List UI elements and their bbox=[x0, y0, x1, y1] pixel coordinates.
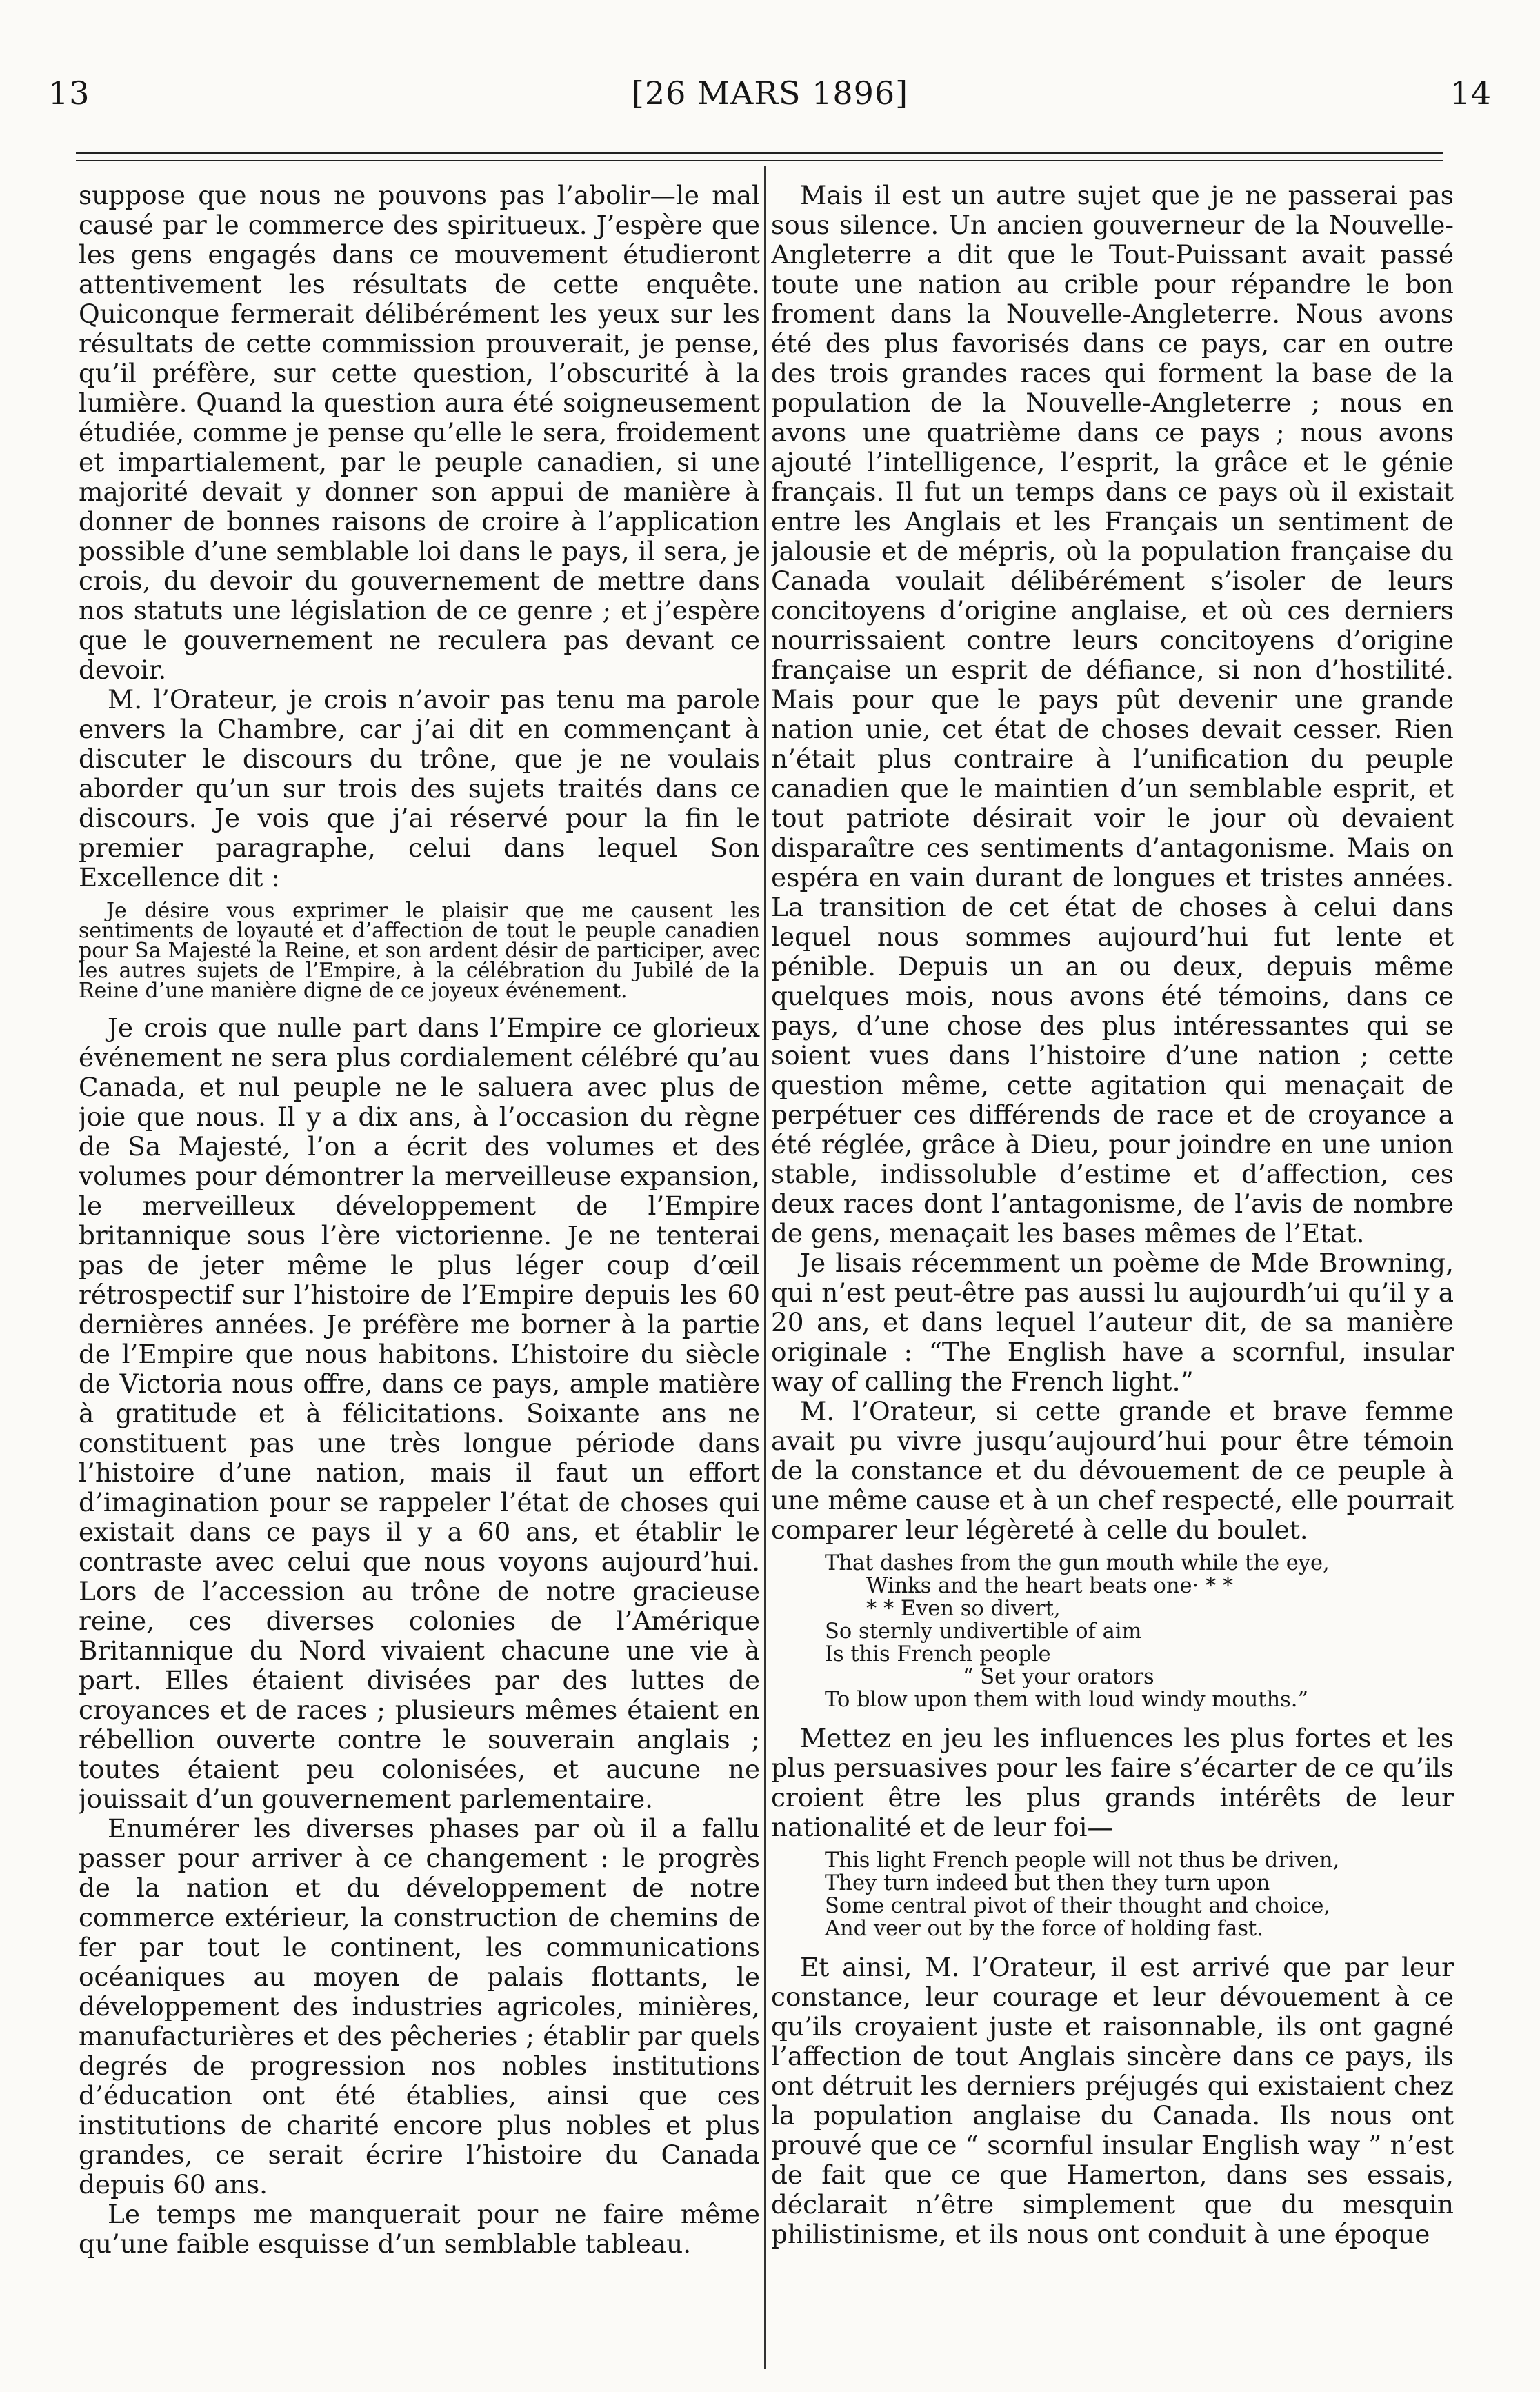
left-column bbox=[79, 181, 760, 2367]
right-column bbox=[771, 181, 1454, 2367]
page-number-left: 13 bbox=[48, 74, 90, 112]
verse-line: They turn indeed but then they turn upon bbox=[825, 1871, 1270, 1895]
paragraph: Mettez en jeu les influences les plus fortes et les plus persuasives pour les faire s’écarter de ce qu’ils croient être les plus grands intérêts de leur nationalité et de leur foi— bbox=[771, 1723, 1454, 1842]
verse-line: * * Even so divert, bbox=[866, 1597, 1061, 1621]
verse-line: This light French people will not thus be driven, bbox=[825, 1848, 1340, 1873]
verse-line: To blow upon them with loud windy mouths.” bbox=[825, 1688, 1309, 1712]
block-quote bbox=[79, 901, 760, 1001]
paragraph: Et ainsi, M. l’Orateur, il est arrivé que par leur constance, leur courage et leur dévouement à ce qu’ils croyaient juste et raisonnable, ils ont gagné l’affection de tout Anglais sincère dans ce pays, ils ont détruit les derniers préjugés qui existaient chez la population anglaise du Canada. Ils nous ont prouvé que ce “ scornful insular English way ” n’est de fait que ce que Hamerton, dans ses essais, déclarait n’être simplement que du mesquin philistinisme, et ils nous ont conduit à une époque bbox=[771, 1952, 1454, 2249]
paragraph: suppose que nous ne pouvons pas l’abolir—le mal causé par le commerce des spiritueux. J’espère que les gens engagés dans ce mouvement étudieront attentivement les résultats de cette enquête. Quiconque fermerait délibérément les yeux sur les résultats de cette commission prouverait, je pense, qu’il préfère, sur cette question, l’obscurité à la lumière. Quand la question aura été soigneusement étudiée, comme je pense qu’elle le sera, froidement et impartialement, par le peuple canadien, si une majorité devait y donner son appui de manière à donner de bonnes raisons de croire à l’application possible d’une semblable loi dans le pays, il sera, je crois, du devoir du gouvernement de mettre dans nos statuts une législation de ce genre ; et j’espère que le gouvernement ne reculera pas devant ce devoir. bbox=[79, 181, 760, 685]
quote-text: Je désire vous exprimer le plaisir que me causent les sentiments de loyauté et d’affection de tout le peuple canadien pour Sa Majesté la Reine, et son ardent désir de participer, avec les autres sujets de l’Empire, à la célébration du Jubilé de la Reine d’une manière digne de ce joyeux événement. bbox=[79, 899, 760, 1003]
paragraph: Je lisais récemment un poème de Mde Browning, qui n’est peut-être pas aussi lu aujourdh’ui qu’il y a 20 ans, et dans lequel l’auteur dit, de sa manière originale : “The English have a scornful, insular way of calling the French light.” bbox=[771, 1248, 1454, 1397]
verse-line: And veer out by the force of holding fast. bbox=[825, 1917, 1263, 1941]
poem-excerpt bbox=[825, 1849, 1454, 1940]
paragraph: M. l’Orateur, je crois n’avoir pas tenu ma parole envers la Chambre, car j’ai dit en commençant à discuter le discours du trône, que je ne voulais aborder qu’un sur trois des sujets traités dans ce discours. Je vois que j’ai réservé pour la fin le premier paragraphe, celui dans lequel Son Excellence dit : bbox=[79, 684, 760, 893]
paragraph: M. l’Orateur, si cette grande et brave femme avait pu vivre jusqu’aujourd’hui pour être témoin de la constance et du dévouement de ce peuple à une même cause et à un chef respecté, elle pourrait comparer leur légèreté à celle du boulet. bbox=[771, 1396, 1454, 1545]
verse-line: So sternly undivertible of aim bbox=[825, 1619, 1142, 1644]
verse-line: “ Set your orators bbox=[963, 1665, 1154, 1689]
header-rule-top bbox=[76, 152, 1443, 154]
header-rule-bottom bbox=[76, 160, 1443, 161]
verse-line: Winks and the heart beats one· * * bbox=[866, 1574, 1234, 1598]
paragraph: Enumérer les diverses phases par où il a fallu passer pour arriver à ce changement : le progrès de la nation et du développement de notre commerce extérieur, la construction de chemins de fer par tout le continent, les communications océaniques au moyen de palais flottants, le développement des industries agricoles, minières, manufacturières et des pêcheries ; établir par quels degrés de progression nos nobles institutions d’éducation ont été établies, ainsi que ces institutions de charité encore plus nobles et plus grandes, ce serait écrire l’histoire du Canada depuis 60 ans. bbox=[79, 1813, 760, 2200]
page-header bbox=[48, 74, 1492, 123]
verse-line: Some central pivot of their thought and choice, bbox=[825, 1894, 1331, 1918]
paragraph: Le temps me manquerait pour ne faire même qu’une faible esquisse d’un semblable tableau. bbox=[79, 2199, 760, 2259]
header-date: [26 MARS 1896] bbox=[631, 74, 909, 112]
page-number-right: 14 bbox=[1450, 74, 1492, 112]
paragraph: Mais il est un autre sujet que je ne passerai pas sous silence. Un ancien gouverneur de la Nouvelle-Angleterre a dit que le Tout-Puissant avait passé toute une nation au crible pour répandre le bon froment dans la Nouvelle-Angleterre. Nous avons été des plus favorisés dans ce pays, car en outre des trois grandes races qui forment la base de la population de la Nouvelle-Angleterre ; nous en avons une quatrième dans ce pays ; nous avons ajouté l’intelligence, l’esprit, la grâce et le génie français. Il fut un temps dans ce pays où il existait entre les Anglais et les Français un sentiment de jalousie et de mépris, où la population française du Canada voulait délibérément s’isoler de leurs concitoyens d’origine anglaise, et où ces derniers nourrissaient contre leurs concitoyens d’origine française un esprit de défiance, si non d’hostilité. Mais pour que le pays pût devenir une grande nation unie, cet état de choses devait cesser. Rien n’était plus contraire à l’unification du peuple canadien que le maintien d’un semblable esprit, et tout patriote désirait voir le jour où devaient disparaître ces sentiments d’antagonisme. Mais on espéra en vain durant de longues et tristes années. La transition de cet état de choses à celui dans lequel nous sommes aujourd’hui fut lente et pénible. Depuis un an ou deux, depuis même quelques mois, nous avons été témoins, dans ce pays, d’une chose des plus intéressantes qui se soient vues dans l’histoire d’une nation ; cette question même, cette agitation qui menaçait de perpétuer ces différends de race et de croyance a été réglée, grâce à Dieu, pour joindre en une union stable, indissoluble d’estime et d’affection, ces deux races dont l’antagonisme, de l’avis de nombre de gens, menaçait les bases mêmes de l’Etat. bbox=[771, 181, 1454, 1248]
paragraph: Je crois que nulle part dans l’Empire ce glorieux événement ne sera plus cordialement célébré qu’au Canada, et nul peuple ne le saluera avec plus de joie que nous. Il y a dix ans, à l’occasion du règne de Sa Majesté, l’on a écrit des volumes et des volumes pour démontrer la merveilleuse expansion, le merveilleux développement de l’Empire britannique sous l’ère victorienne. Je ne tenterai pas de jeter même le plus léger coup d’œil rétrospectif sur l’histoire de l’Empire depuis les 60 dernières années. Je préfère me borner à la partie de l’Empire que nous habitons. L’histoire du siècle de Victoria nous offre, dans ce pays, ample matière à gratitude et à félicitations. Soixante ans ne constituent pas une très longue période dans l’histoire d’une nation, mais il faut un effort d’imagination pour se rappeler l’état de choses qui existait dans ce pays il y a 60 ans, et établir le contraste avec celui que nous voyons aujourd’hui. Lors de l’accession au trône de notre gracieuse reine, ces diverses colonies de l’Amérique Britannique du Nord vivaient chacune une vie à part. Elles étaient divisées par des luttes de croyances et de races ; plusieurs mêmes étaient en rébellion ouverte contre le souverain anglais ; toutes étaient peu colonisées, et aucune ne jouissait d’un gouvernement parlementaire. bbox=[79, 1013, 760, 1814]
verse-line: Is this French people bbox=[825, 1642, 1051, 1666]
column-divider bbox=[764, 166, 766, 2369]
verse-line: That dashes from the gun mouth while the eye, bbox=[825, 1551, 1330, 1575]
poem-excerpt bbox=[825, 1552, 1454, 1711]
